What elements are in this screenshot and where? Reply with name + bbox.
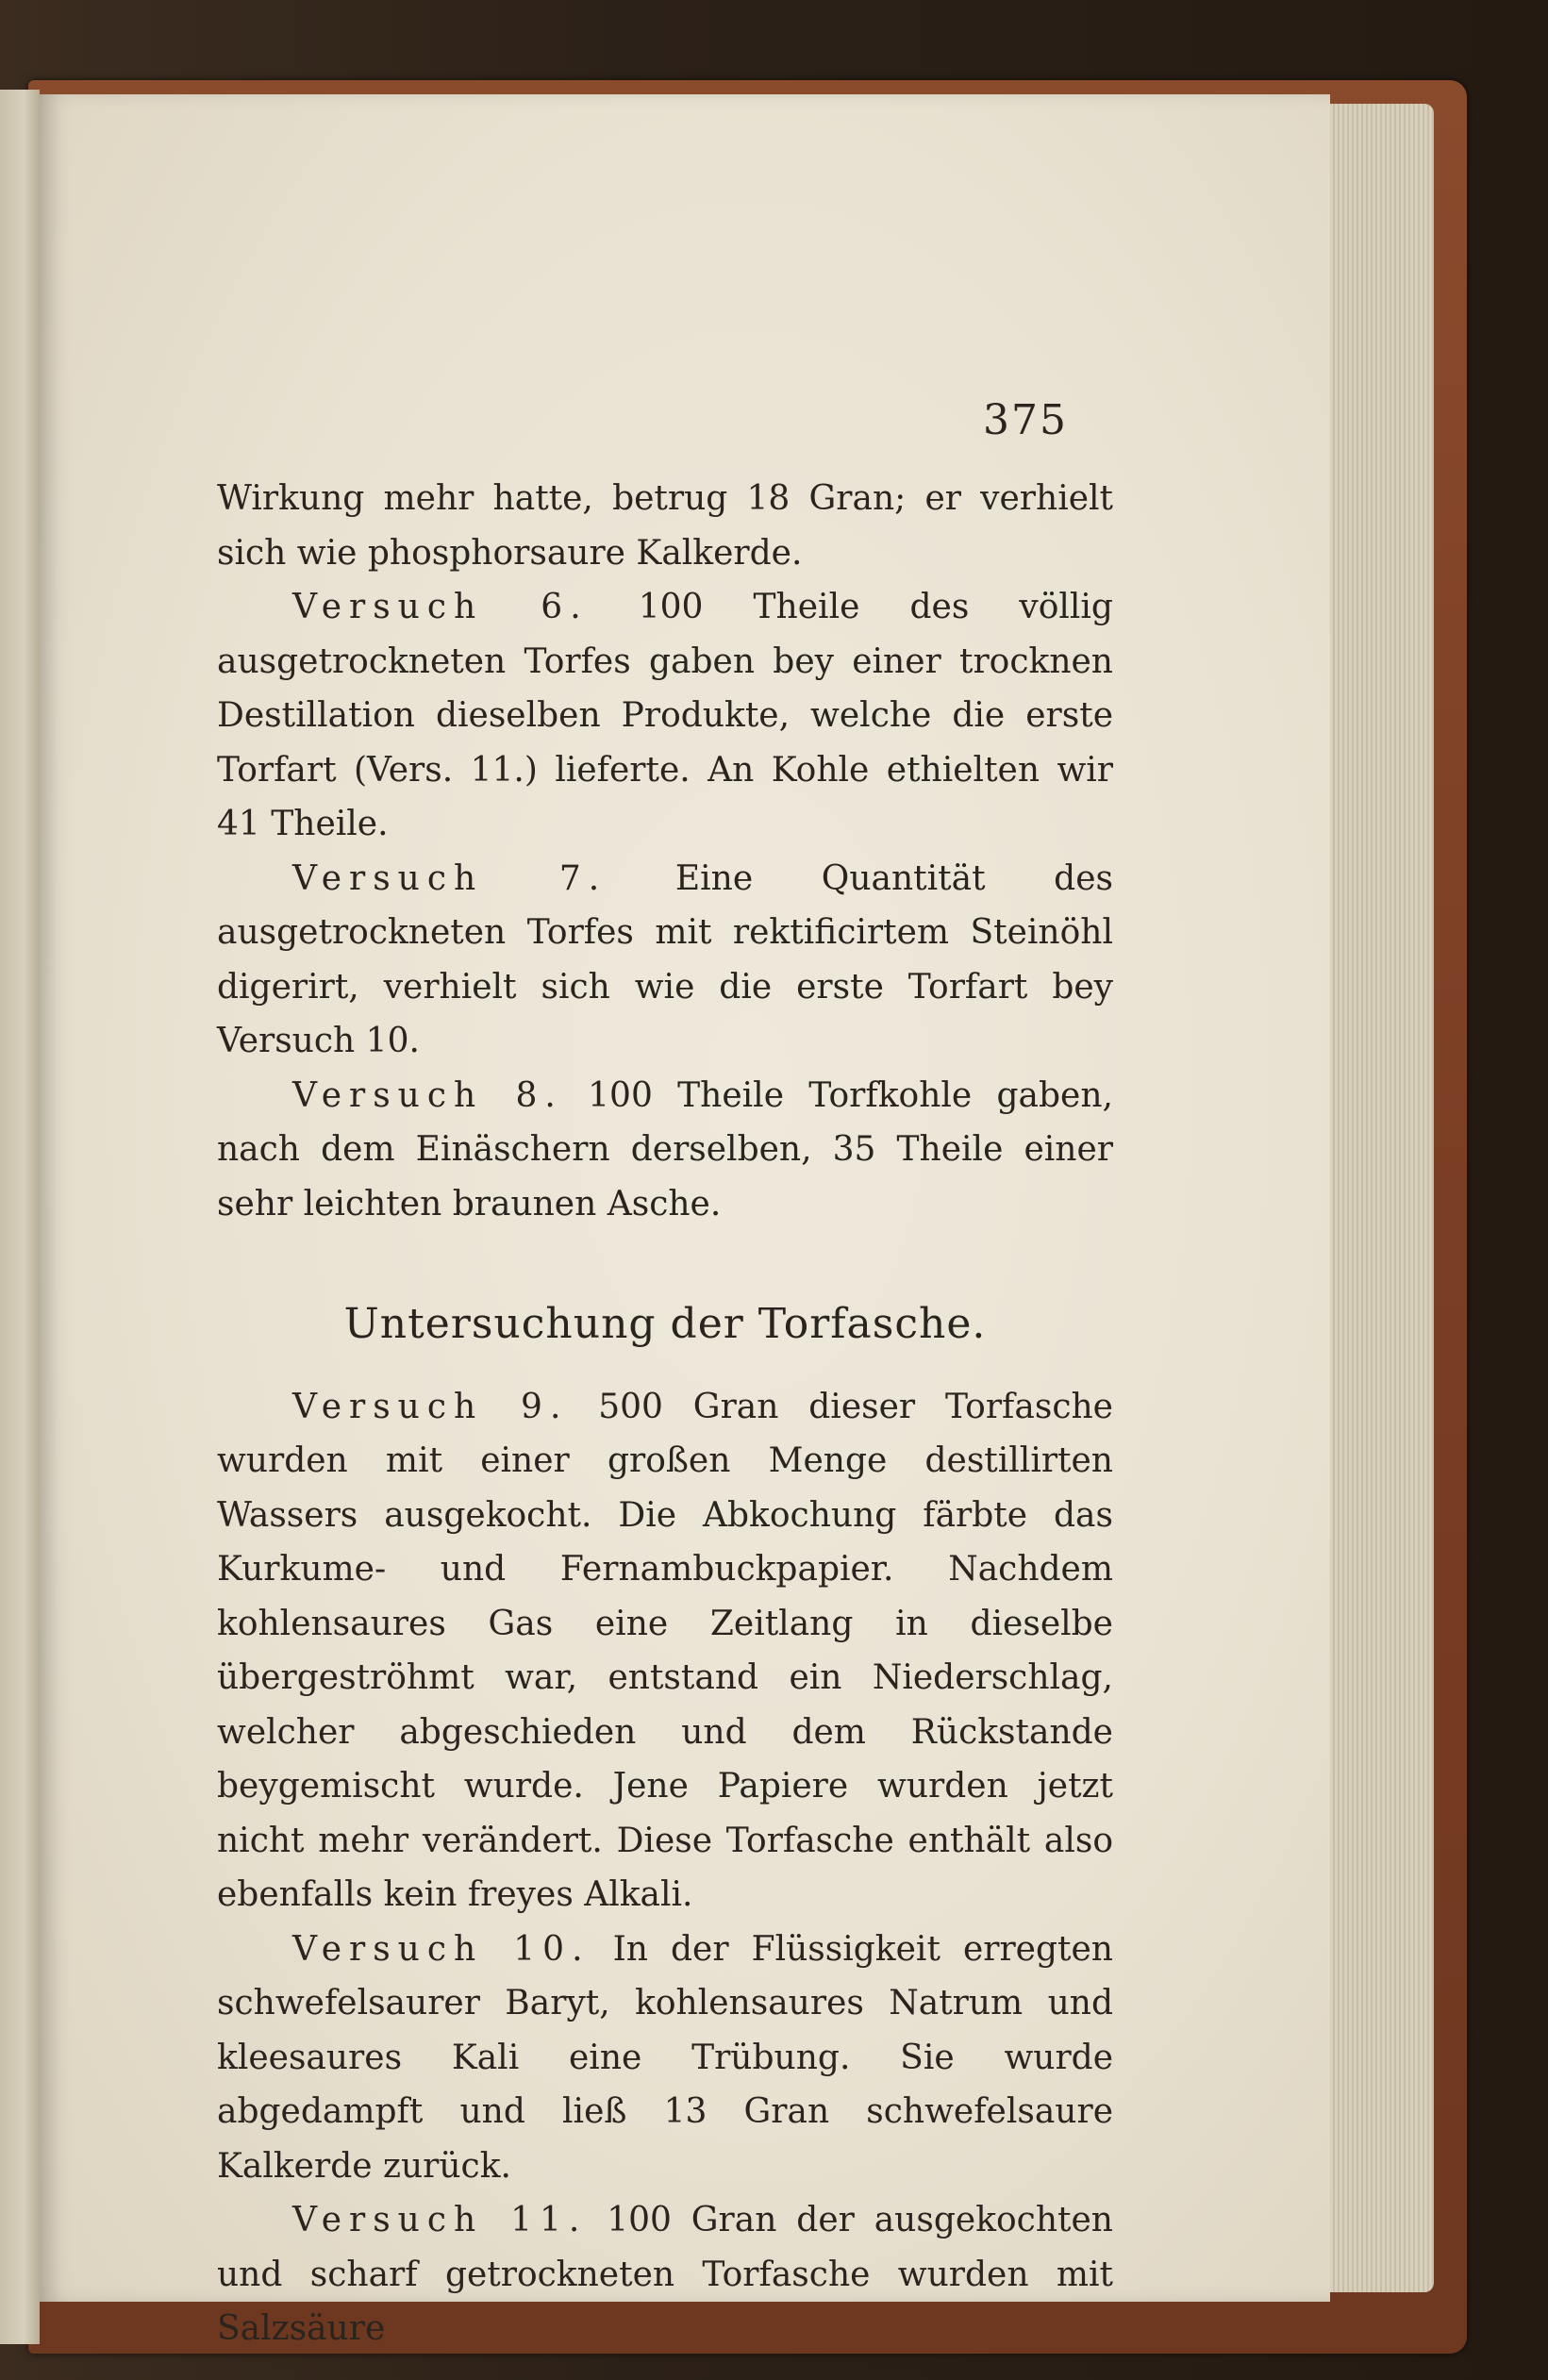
- paragraph-versuch-8: [217, 1069, 1113, 1232]
- paragraph-text: Wirkung mehr hatte, betrug 18 Gran; er verhielt sich wie phosphorsaure Kalkerde.: [217, 479, 1113, 573]
- versuch-label: Versuch 6.: [292, 588, 589, 626]
- page-number: 375: [983, 396, 1068, 444]
- paragraph-versuch-6: [217, 580, 1113, 852]
- paragraph-text: 500 Gran dieser Torfasche wurden mit einer großen Menge destillirten Wassers ausgekocht. Die Abkochung färbte das Kurkume- und Fernambuckpapier. Nachdem kohlensaures Gas eine Zeitlang in dieselbe übergeströhmt war, entstand ein Niederschlag, welcher abgeschieden und dem Rückstande beygemischt wurde. Jene Papiere wurden jetzt nicht mehr verändert. Diese Torfasche enthält also ebenfalls kein freyes Alkali.: [217, 1387, 1113, 1914]
- paragraph-text: 100 Theile des völlig ausgetrockneten Torfes gaben bey einer trocknen Destillation dieselben Produkte, welche die erste Torfart (Vers. 11.) lieferte. An Kohle ethielten wir 41 Theile.: [217, 588, 1113, 843]
- paragraph-text: In der Flüssigkeit erregten schwefelsaurer Baryt, kohlensaures Natrum und kleesaures Kali eine Trübung. Sie wurde abgedampft und ließ 13 Gran schwefelsaure Kalkerde zurück.: [217, 1929, 1113, 2186]
- versuch-label: Versuch 10.: [292, 1929, 591, 1969]
- versuch-label: Versuch 9.: [292, 1387, 569, 1426]
- paragraph-versuch-9: [217, 1380, 1113, 1922]
- page-text: [217, 472, 1113, 2356]
- book-page: [40, 94, 1330, 2348]
- paragraph-versuch-10: [217, 1922, 1113, 2194]
- paragraph-text: Eine Quantität des ausgetrockneten Torfes mit rektificirtem Steinöhl digerirt, verhielt sich wie die erste Torfart bey Versuch 10.: [217, 858, 1113, 1060]
- paragraph-versuch-11: [217, 2193, 1113, 2356]
- versuch-label: Versuch 7.: [292, 858, 608, 898]
- section-heading: Untersuchung der Torfasche.: [343, 1300, 987, 1348]
- paragraph-versuch-7: [217, 852, 1113, 1069]
- paragraph-text: 100 Gran der ausgekochten und scharf getrockneten Torfasche wurden mit Salzsäure: [217, 2201, 1113, 2348]
- versuch-label: Versuch 8.: [292, 1075, 563, 1115]
- versuch-label: Versuch 11.: [292, 2201, 588, 2239]
- page-edges: [1321, 104, 1434, 2292]
- previous-page-edge: [0, 90, 40, 2344]
- paragraph-continuation: [217, 472, 1113, 580]
- paragraph-text: 100 Theile Torfkohle gaben, nach dem Einäschern derselben, 35 Theile einer sehr leichten braunen Asche.: [217, 1075, 1113, 1223]
